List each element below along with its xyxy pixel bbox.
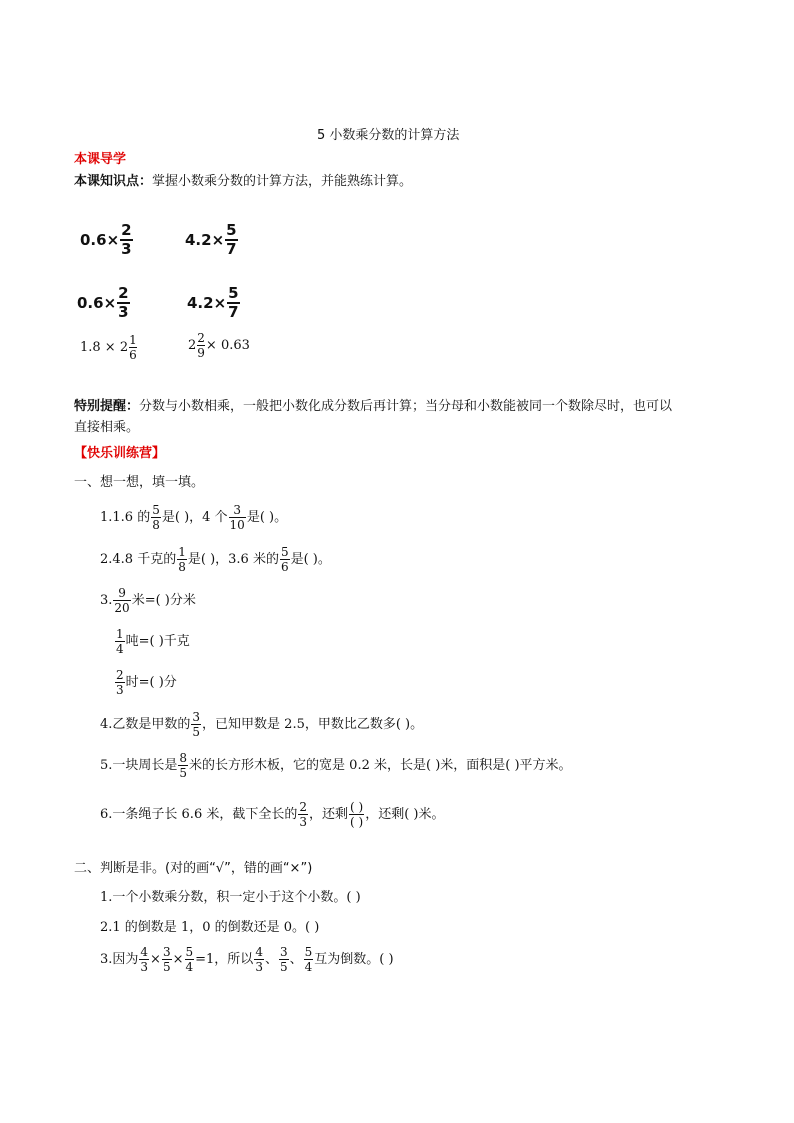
- example-lead: 0.6×: [80, 231, 120, 249]
- example-1b: [185, 222, 239, 258]
- example-lead: 0.6×: [77, 294, 117, 312]
- example-fraction: $\frac{5}{7}$: [228, 284, 239, 321]
- question-2-3: 3.因为 $\frac{4}{3}$ × $\frac{3}{5}$ × $\frac{5}{4}$ =1，所以 $\frac{4}{3}$ 、 $\frac{3}{5}$ 、 $\frac{5}{4}$ 互为倒数。( ): [100, 945, 394, 974]
- question-2-1: 1.一个小数乘分数，积一定小于这个小数。( ): [100, 890, 361, 905]
- question-1-3c: $\frac{2}{3}$ 时=( )分: [116, 668, 177, 697]
- example-lead: 4.2×: [187, 294, 227, 312]
- question-1-3a: 3. $\frac{9}{20}$ 米=( )分米: [100, 586, 196, 615]
- example-3a: [80, 333, 138, 362]
- example-fraction: $\frac{2}{3}$: [121, 221, 132, 258]
- page-title: 5 小数乘分数的计算方法: [317, 128, 460, 143]
- example-3b: [188, 331, 250, 360]
- example-fraction: $\frac{2}{3}$: [118, 284, 129, 321]
- example-whole: 2: [188, 338, 197, 353]
- section1-title: 一、想一想，填一填。: [74, 475, 205, 490]
- question-2-2: 2.1 的倒数是 1，0 的倒数还是 0。( ): [100, 920, 320, 935]
- question-1-6: 6.一条绳子长 6.6 米，截下全长的 $\frac{2}{3}$ ，还剩 $\frac{( )}{( )}$ ，还剩( )米。: [100, 800, 445, 829]
- knowledge-text: 掌握小数乘分数的计算方法，并能熟练计算。: [152, 174, 413, 189]
- example-tail: × 0.63: [205, 338, 250, 353]
- question-1-5: 5.一块周长是 $\frac{8}{5}$ 米的长方形木板，它的宽是 0.2 米，长是( )米，面积是( )平方米。: [100, 751, 572, 780]
- question-1-3b: $\frac{1}{4}$ 吨=( )千克: [116, 627, 190, 656]
- reminder-label: 特别提醒：: [74, 399, 140, 414]
- example-2a: [77, 285, 131, 321]
- example-1a: [80, 222, 134, 258]
- example-2b: [187, 285, 241, 321]
- example-fraction: $\frac{1}{6}$: [129, 333, 137, 362]
- example-lead: 4.2×: [185, 231, 225, 249]
- blank-fraction[interactable]: $\frac{( )}{( )}$: [350, 800, 364, 829]
- camp-header: 【快乐训练营】: [74, 446, 166, 461]
- reminder-line-1: [74, 398, 672, 416]
- knowledge-label: 本课知识点：: [74, 174, 153, 189]
- question-1-4: 4.乙数是甲数的 $\frac{3}{5}$ ，已知甲数是 2.5，甲数比乙数多( )。: [100, 710, 424, 739]
- example-fraction: $\frac{2}{9}$: [197, 331, 205, 360]
- reminder-text: 分数与小数相乘，一般把小数化成分数后再计算；当分母和小数能被同一个数除尽时，也可以: [139, 399, 673, 414]
- knowledge-line: [74, 173, 412, 191]
- example-lead: 1.8 × 2: [80, 340, 129, 355]
- question-1-1: 1.1.6 的 $\frac{5}{8}$ 是( )，4 个 $\frac{3}{10}$ 是( )。: [100, 503, 288, 532]
- example-fraction: $\frac{5}{7}$: [226, 221, 237, 258]
- question-1-2: 2.4.8 千克的 $\frac{1}{8}$ 是( )，3.6 米的 $\frac{5}{6}$ 是( )。: [100, 545, 331, 574]
- guide-header: 本课导学: [74, 152, 127, 167]
- section2-title: 二、判断是非。(对的画“√”，错的画“×”): [74, 861, 313, 876]
- reminder-line-2: 直接相乘。: [74, 420, 140, 435]
